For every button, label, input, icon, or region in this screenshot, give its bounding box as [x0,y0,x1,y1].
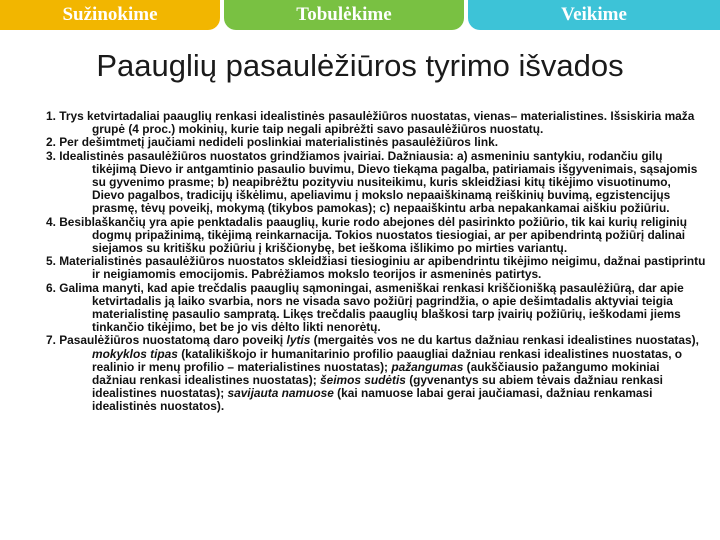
list-item: 6. Galima manyti, kad apie trečdalis paauglių sąmoningai, asmeniškai renkasi kriščionišką pasaulėžiūrą, dar apie ketvirtadalis ją laiko svarbia, nors ne visada savo požiūrį pagrindžia, o apie dešimtadalis aktyviai teigia materialistinę pasaulio sampratą. Likęs trečdalis paauglių blaškosi tarp įvairių požiūrių, ieškodami jiems tinkančio tikėjimo, bet be jo vis dėlto likti nenorėtų. [46,280,684,335]
factor-label: lytis [286,333,311,348]
item-text: 7. Pasaulėžiūros nuostatomą daro poveikį [46,333,287,348]
nav-tab-label: Veikime [561,4,627,25]
list-item: 5. Materialistinės pasaulėžiūros nuostatos skleidžiasi tiesioginiu ar apibendrintu tikėjimo neigimu, dažnai pastiprintu ir neigiamomis emocijomis. Pabrėžiamos mokslo teorijos ir asmeninės patirtys. [46,254,706,282]
item-text: (mergaitės vos ne du kartus dažniau renkasi idealistines nuostatas), [310,333,699,348]
nav-tab-tobulekime[interactable] [224,0,464,30]
item-text: (katalikiškojo ir humanitarinio profilio paaugliai dažniau renkasi idealistines nuostatas, o realinio ir menų profilio – materialistines nuostatas); [92,346,683,374]
item-text: (aukščiausio pažangumo mokiniai dažniau renkasi idealistines nuostatas); [92,359,660,388]
nav-tab-veikime[interactable] [468,0,720,30]
nav-tab-suzinokime[interactable] [0,0,220,30]
list-item [46,334,706,413]
page-title: Paauglių pasaulėžiūros tyrimo išvados [96,48,624,83]
factor-label: savijauta namuose [227,386,334,401]
factor-label: šeimos sudėtis [319,373,406,388]
list-item: 1. Trys ketvirtadaliai paauglių renkasi idealistinės pasaulėžiūros nuostatas, vienas– materialistines. Išsiskiria maža grupė (4 proc.) mokinių, kurie taip negali apibrėžti savo pasaulėžiūros nuostatų. [46,109,695,137]
factor-label: pažangumas [391,359,464,374]
list-item: 2. Per dešimtmetį jaučiami nedideli poslinkiai materialistinės pasaulėžiūros link. [46,135,499,150]
item-text: (kai namuose labai gerai jaučiamasi, dažniau renkamasi idealistinės nuostatos). [92,386,653,414]
item-text: (gyvenantys su abiem tėvais dažniau renkasi idealistines nuostatas); [92,373,663,401]
nav-tab-label: Tobulėkime [296,4,392,25]
findings-list [46,110,706,414]
factor-label: mokyklos tipas [92,346,178,361]
list-item: 3. Idealistinės pasaulėžiūros nuostatos grindžiamos įvairiai. Dažniausia: a) asmeniniu santykiu, rodančiu gilų tikėjimą Dievo ir antgamtinio pasaulio buvimu, Dievo tiekąma pagalba, patiriamais išgyvenimais, sąsajomis su gyvenimo prasme; b) neapibrėžtu pozityviu nusiteikimu, kuris skleidžiasi kitų tikėjimo visuotinumo, Dievo pagalbos, tradicijų iškėlimu, apeliavimu į mokslo nepaaiškinamą reiškinių buvimą, egzistencijųs prasmę, tėvų poveikį, mokymą (tikybos pamokas); c) nepaaiškintu arba nepakankamai aiškiu požiūriu. [46,148,698,216]
list-item: 4. Besiblaškančių yra apie penktadalis paauglių, kurie rodo abejones dėl pasirinkto požiūrio, tik kai kurių religinių dogmų pripažinimą, tikėjimą reinkarnacija. Tokios nuostatos tiesiogiai, ar per apibendrintą požiūrį dalinai siejamos su kritišku požiūriu į kriščionybę, bet ieškoma išlikimo po mirties variantų. [46,214,687,256]
nav-tab-label: Sužinokime [62,4,158,25]
